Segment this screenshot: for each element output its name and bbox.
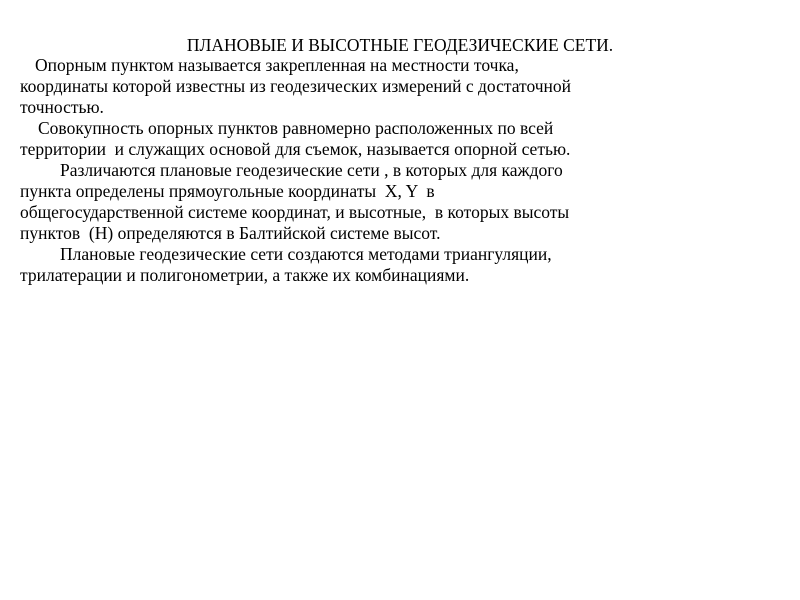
paragraph-line: общегосударственной системе координат, и высотные, в которых высоты	[20, 202, 570, 222]
paragraph-line: Различаются плановые геодезические сети , в которых для каждого	[60, 160, 563, 180]
paragraph-line: территории и служащих основой для съемок, называется опорной сетью.	[20, 139, 571, 159]
paragraph-line: трилатерации и полигонометрии, а также их комбинациями.	[20, 265, 470, 285]
paragraph-line: координаты которой известны из геодезических измерений с достаточной	[20, 76, 572, 96]
document-title: ПЛАНОВЫЕ И ВЫСОТНЫЕ ГЕОДЕЗИЧЕСКИЕ СЕТИ.	[186, 35, 614, 55]
paragraph-line: пункта определены прямоугольные координаты X, Y в	[20, 181, 435, 201]
paragraph-line: Плановые геодезические сети создаются методами триангуляции,	[60, 244, 552, 264]
paragraph-line: Опорным пунктом называется закрепленная на местности точка,	[35, 55, 519, 75]
paragraph-line: точностью.	[20, 97, 104, 117]
paragraph-line: Совокупность опорных пунктов равномерно расположенных по всей	[38, 118, 554, 138]
paragraph-line: пунктов (H) определяются в Балтийской системе высот.	[20, 223, 441, 243]
